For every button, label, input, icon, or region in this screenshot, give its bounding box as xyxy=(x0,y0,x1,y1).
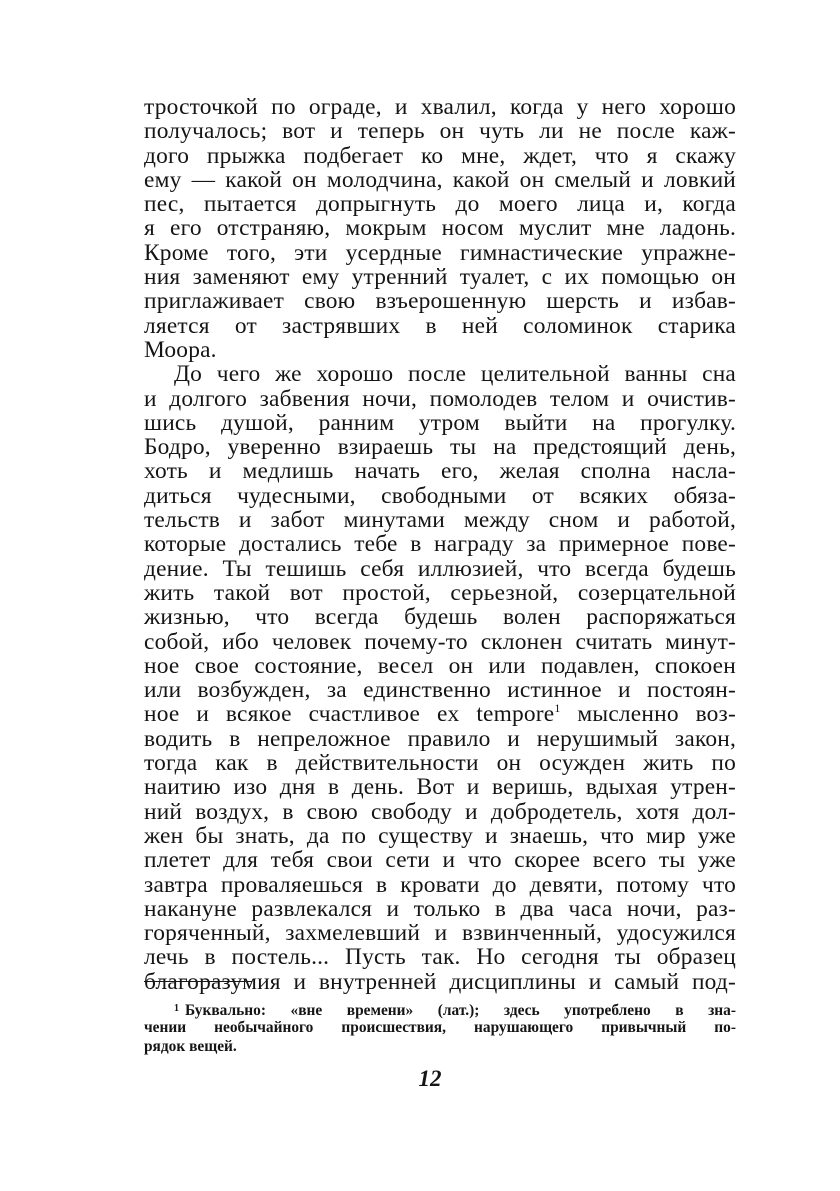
text-line: диться чудесными, свободными от всяких обяза- xyxy=(144,482,736,509)
page-number: 12 xyxy=(418,1066,442,1091)
text-line: Моора. xyxy=(144,336,217,363)
paragraph-start-line: До чего же хорошо после целительной ванны сна xyxy=(174,361,736,388)
text-line: или возбужден, за единственно истинное и постоян- xyxy=(144,677,736,704)
text-line: ему — какой он молодчина, какой он смелый и ловкий xyxy=(144,166,736,193)
text-line: лечь в постель... Пусть так. Но сегодня ты образец xyxy=(144,944,736,971)
footnote-divider xyxy=(144,981,252,982)
text-line: хоть и медлишь начать его, желая сполна наслa- xyxy=(144,458,736,485)
text-line: накануне развлекался и только в два часа ночи, раз- xyxy=(144,895,736,922)
footnote-line xyxy=(144,1000,736,1019)
text-line: ное свое состояние, весел он или подавлен, спокоен xyxy=(144,652,736,679)
text-line: я его отстраняю, мокрым носом муслит мне ладонь. xyxy=(144,215,736,242)
text-line: плетет для тебя свои сети и что скорее всего ты уже xyxy=(144,847,736,874)
text-line: тельств и забот минутами между сном и работой, xyxy=(144,507,736,534)
text-segment: ное и всякое счастливое ex tempore xyxy=(144,701,555,728)
text-line: жить такой вот простой, серьезной, созерцательной xyxy=(144,579,736,606)
text-line: тогда как в действительности он осужден жить по xyxy=(144,750,736,777)
text-line: наитию изо дня в день. Вот и веришь, вдыхая утрен- xyxy=(144,774,736,801)
text-line: горяченный, захмелевший и взвинченный, удосужился xyxy=(144,920,736,947)
text-line: и долгого забвения ночи, помолодев телом и очистив- xyxy=(144,385,736,412)
text-line: ний воздух, в свою свободу и добродетель, хотя дол- xyxy=(144,798,736,825)
text-line: пес, пытается допрыгнуть до моего лица и, когда xyxy=(144,191,736,218)
text-line-with-footnote xyxy=(144,702,736,726)
text-line: Кроме того, эти усердные гимнастические упражне- xyxy=(144,239,736,266)
text-line: жизнью, что всегда будешь волен распоряжаться xyxy=(144,604,736,631)
text-line: которые достались тебе в награду за примерное пове- xyxy=(144,531,736,558)
footnote-text: Буквально: «вне времени» (лат.); здесь употреблено в зна- xyxy=(185,1002,736,1019)
text-line: завтра проваляешься в кровати до девяти, потому что xyxy=(144,871,736,898)
text-line: благоразумия и внутренней дисциплины и самый под- xyxy=(144,968,736,995)
text-line: ляется от застрявших в ней соломинок старика xyxy=(144,312,736,339)
text-line: приглаживает свою взъерошенную шерсть и избав- xyxy=(144,288,736,315)
text-line: ния заменяют ему утренний туалет, с их помощью он xyxy=(144,264,736,291)
text-line: получалось; вот и теперь он чуть ли не после каж- xyxy=(144,118,736,145)
text-line: дение. Ты тешишь себя иллюзией, что всегда будешь xyxy=(144,555,736,582)
footnote xyxy=(144,1000,736,1056)
footnote-line: рядок вещей. xyxy=(144,1037,237,1055)
text-line: шись душой, ранним утром выйти на прогулку. xyxy=(144,409,736,436)
text-segment: мысленно воз- xyxy=(560,701,736,728)
text-line: собой, ибо человек почему-то склонен считать минут- xyxy=(144,628,736,655)
footnote-marker: 1 xyxy=(174,1003,179,1014)
main-text xyxy=(144,95,736,994)
footnote-reference: 1 xyxy=(554,701,561,716)
text-line: Бодро, уверенно взираешь ты на предстоящий день, xyxy=(144,434,736,461)
text-line: водить в непреложное правило и нерушимый закон, xyxy=(144,725,736,752)
text-line: дого прыжка подбегает ко мне, ждет, что я скажу xyxy=(144,142,736,169)
footnote-line: чении необычайного происшествия, нарушающего привычный по- xyxy=(144,1018,736,1036)
text-line: тросточкой по ограде, и хвалил, когда у него хорошо xyxy=(144,94,736,120)
text-line: жен бы знать, да по существу и знаешь, что мир уже xyxy=(144,822,736,849)
